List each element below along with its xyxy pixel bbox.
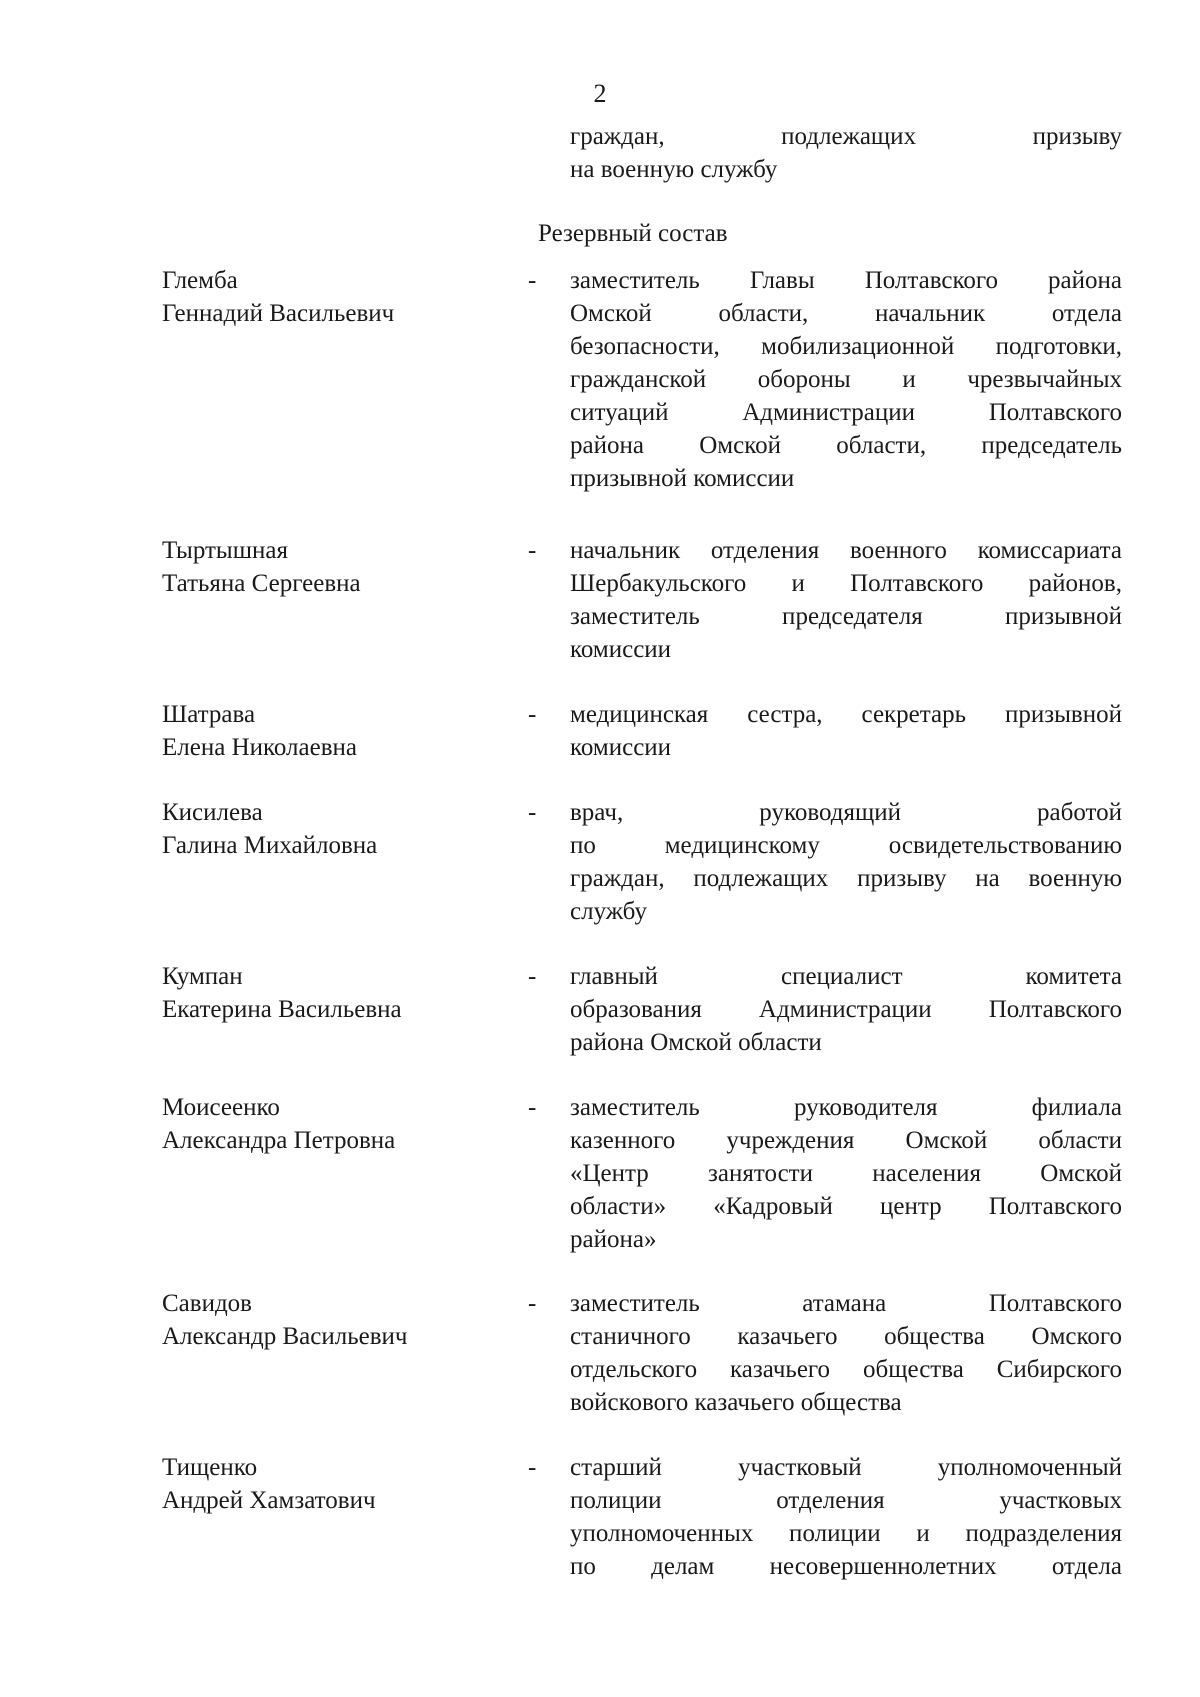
member-surname: Тыртышная (162, 537, 288, 564)
role-line: службу (570, 898, 647, 925)
role-line: комиссии (570, 636, 672, 663)
member-given-name: Александра Петровна (162, 1127, 396, 1154)
dash-separator: - (528, 1094, 537, 1121)
role-line: станичного казачьего общества Омского (570, 1323, 1122, 1350)
role-line: врач, руководящий работой (570, 799, 1122, 826)
continuation-line: граждан, подлежащих призыву (570, 123, 1122, 150)
role-line: заместитель председателя призывной (570, 603, 1122, 630)
role-line: казенного учреждения Омской области (570, 1127, 1122, 1154)
dash-separator: - (528, 701, 537, 728)
role-line: по делам несовершеннолетних отдела (570, 1553, 1122, 1580)
dash-separator: - (528, 799, 537, 826)
role-line: заместитель атамана Полтавского (570, 1290, 1122, 1317)
section-heading: Резервный состав (538, 220, 728, 247)
role-line: заместитель руководителя филиала (570, 1094, 1122, 1121)
member-name (162, 264, 482, 330)
role-line: Омской области, начальник отдела (570, 300, 1122, 327)
role-line: области» «Кадровый центр Полтавского (570, 1193, 1122, 1220)
member-role (570, 1451, 1122, 1583)
role-line: старший участковый уполномоченный (570, 1454, 1122, 1481)
member-name (162, 1287, 482, 1353)
member-given-name: Александр Васильевич (162, 1323, 408, 1350)
member-name (162, 1091, 482, 1157)
role-line: по медицинскому освидетельствованию (570, 832, 1122, 859)
member-surname: Шатрава (162, 701, 256, 728)
role-line: района» (570, 1226, 657, 1253)
member-role (570, 534, 1122, 666)
role-line: уполномоченных полиции и подразделения (570, 1520, 1122, 1547)
dash-separator: - (528, 537, 537, 564)
page-number: 2 (593, 79, 607, 108)
member-given-name: Екатерина Васильевна (162, 996, 402, 1023)
member-role (570, 1287, 1122, 1419)
member-given-name: Елена Николаевна (162, 734, 357, 761)
role-line: «Центр занятости населения Омской (570, 1160, 1122, 1187)
role-line: Шербакульского и Полтавского районов, (570, 570, 1122, 597)
member-role (570, 960, 1122, 1059)
dash-separator: - (528, 1454, 537, 1481)
dash-separator: - (528, 963, 537, 990)
role-line: граждан, подлежащих призыву на военную (570, 865, 1122, 892)
member-role (570, 698, 1122, 764)
role-line: района Омской области (570, 1029, 822, 1056)
role-line: начальник отделения военного комиссариата (570, 537, 1122, 564)
role-line: образования Администрации Полтавского (570, 996, 1122, 1023)
member-role (570, 1091, 1122, 1256)
member-given-name: Татьяна Сергеевна (162, 570, 361, 597)
dash-separator: - (528, 267, 537, 294)
dash-separator: - (528, 1290, 537, 1317)
member-surname: Глемба (162, 267, 238, 294)
role-line: гражданской обороны и чрезвычайных (570, 366, 1122, 393)
member-name (162, 796, 482, 862)
member-surname: Савидов (162, 1290, 252, 1317)
member-name (162, 960, 482, 1026)
member-name (162, 1451, 482, 1517)
continuation-line: на военную службу (570, 156, 778, 183)
role-line: заместитель Главы Полтавского района (570, 267, 1122, 294)
role-line: главный специалист комитета (570, 963, 1122, 990)
role-line: призывной комиссии (570, 465, 795, 492)
role-line: медицинская сестра, секретарь призывной (570, 701, 1122, 728)
role-line: войскового казачьего общества (570, 1389, 902, 1416)
member-name (162, 698, 482, 764)
member-surname: Кумпан (162, 963, 243, 990)
member-name (162, 534, 482, 600)
member-surname: Тищенко (162, 1454, 258, 1481)
member-role (570, 264, 1122, 495)
member-surname: Моисеенко (162, 1094, 280, 1121)
role-line: комиссии (570, 734, 672, 761)
role-line: безопасности, мобилизационной подготовки, (570, 333, 1122, 360)
member-given-name: Галина Михайловна (162, 832, 378, 859)
role-line: полиции отделения участковых (570, 1487, 1122, 1514)
role-line: района Омской области, председатель (570, 432, 1122, 459)
continuation-text (570, 120, 1122, 186)
role-line: отдельского казачьего общества Сибирского (570, 1356, 1122, 1383)
member-surname: Кисилева (162, 799, 263, 826)
member-given-name: Андрей Хамзатович (162, 1487, 376, 1514)
member-given-name: Геннадий Васильевич (162, 300, 395, 327)
member-role (570, 796, 1122, 928)
role-line: ситуаций Администрации Полтавского (570, 399, 1122, 426)
